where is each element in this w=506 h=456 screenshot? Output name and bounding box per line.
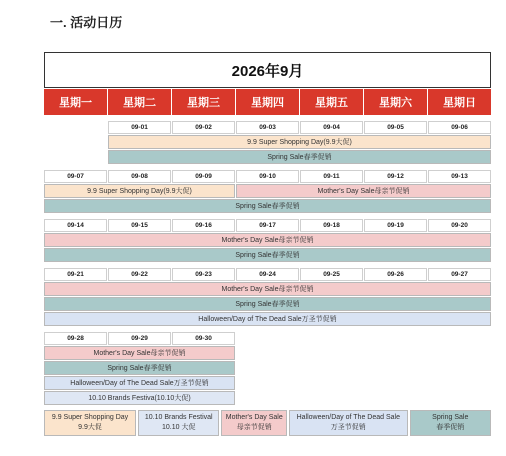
event-bar-spring: Spring Sale春季促销	[44, 361, 235, 375]
weekday-header: 星期一	[44, 89, 107, 115]
date-cell: 09-30	[172, 332, 235, 345]
date-cell: 09-20	[428, 219, 491, 232]
legend-item-halloween	[289, 410, 408, 436]
date-cell: 09-29	[108, 332, 171, 345]
event-bar-spring: Spring Sale春季促销	[108, 150, 491, 164]
date-cell: 09-22	[108, 268, 171, 281]
date-cell: 09-17	[236, 219, 299, 232]
event-bar-mother: Mother's Day Sale母亲节促销	[236, 184, 491, 198]
event-bar-spring: Spring Sale春季促销	[44, 199, 491, 213]
date-cell: 09-27	[428, 268, 491, 281]
week-spacer	[44, 116, 491, 120]
legend-label-en: Spring Sale	[432, 414, 469, 421]
weekday-header: 星期二	[108, 89, 171, 115]
date-cell: 09-15	[108, 219, 171, 232]
date-cell: 09-03	[236, 121, 299, 134]
date-cell: 09-19	[364, 219, 427, 232]
date-cell: 09-18	[300, 219, 363, 232]
date-cell: 09-06	[428, 121, 491, 134]
week-spacer	[44, 263, 491, 267]
date-cell: 09-21	[44, 268, 107, 281]
weekday-header: 星期四	[236, 89, 299, 115]
section-title: 一. 活动日历	[50, 15, 123, 30]
date-cell: 09-13	[428, 170, 491, 183]
calendar	[44, 52, 491, 405]
legend-item-brands	[138, 410, 219, 436]
event-bar-mother: Mother's Day Sale母亲节促销	[44, 346, 235, 360]
weekday-header: 星期日	[428, 89, 491, 115]
date-cell: 09-25	[300, 268, 363, 281]
date-cell: 09-12	[364, 170, 427, 183]
legend-label-zh: 万圣节促销	[330, 424, 366, 431]
date-cell: 09-07	[44, 170, 107, 183]
legend-label-en: 10.10 Brands Festival	[144, 414, 213, 421]
event-bar-mother: Mother's Day Sale母亲节促销	[44, 282, 491, 296]
week-spacer	[44, 165, 491, 169]
date-cell: 09-16	[172, 219, 235, 232]
weekday-header: 星期六	[364, 89, 427, 115]
legend-item-super	[44, 410, 136, 436]
week-spacer	[44, 214, 491, 218]
date-cell: 09-28	[44, 332, 107, 345]
event-bar-halloween: Halloween/Day of The Dead Sale万圣节促销	[44, 376, 235, 390]
weekday-header: 星期五	[300, 89, 363, 115]
date-cell: 09-01	[108, 121, 171, 134]
event-bar-super: 9.9 Super Shopping Day(9.9大促)	[44, 184, 235, 198]
date-cell: 09-05	[364, 121, 427, 134]
date-cell: 09-24	[236, 268, 299, 281]
legend-label-zh: 母亲节促销	[236, 424, 272, 431]
legend-label-zh: 9.9大促	[78, 424, 102, 431]
event-bar-mother: Mother's Day Sale母亲节促销	[44, 233, 491, 247]
calendar-title: 2026年9月	[44, 52, 491, 88]
event-bar-brands: 10.10 Brands Festiva(10.10大促)	[44, 391, 235, 405]
date-cell: 09-09	[172, 170, 235, 183]
date-cell: 09-10	[236, 170, 299, 183]
legend-label-en: Mother's Day Sale	[225, 414, 283, 421]
date-cell: 09-14	[44, 219, 107, 232]
event-bar-halloween: Halloween/Day of The Dead Sale万圣节促销	[44, 312, 491, 326]
legend-label-zh: 10.10 大促	[162, 424, 196, 431]
date-cell: 09-23	[172, 268, 235, 281]
weekday-header: 星期三	[172, 89, 235, 115]
week-spacer	[44, 327, 491, 331]
date-cell: 09-11	[300, 170, 363, 183]
legend	[44, 410, 491, 436]
date-cell: 09-26	[364, 268, 427, 281]
event-bar-spring: Spring Sale春季促销	[44, 248, 491, 262]
calendar-grid	[44, 89, 491, 405]
legend-label-en: Halloween/Day of The Dead Sale	[296, 414, 400, 421]
date-cell: 09-02	[172, 121, 235, 134]
event-bar-super: 9.9 Super Shopping Day(9.9大促)	[108, 135, 491, 149]
legend-label-en: 9.9 Super Shopping Day	[51, 414, 129, 421]
date-cell: 09-08	[108, 170, 171, 183]
legend-item-spring	[410, 410, 491, 436]
date-cell: 09-04	[300, 121, 363, 134]
event-bar-spring: Spring Sale春季促销	[44, 297, 491, 311]
legend-item-mother	[221, 410, 287, 436]
legend-label-zh: 春季促销	[436, 424, 465, 431]
